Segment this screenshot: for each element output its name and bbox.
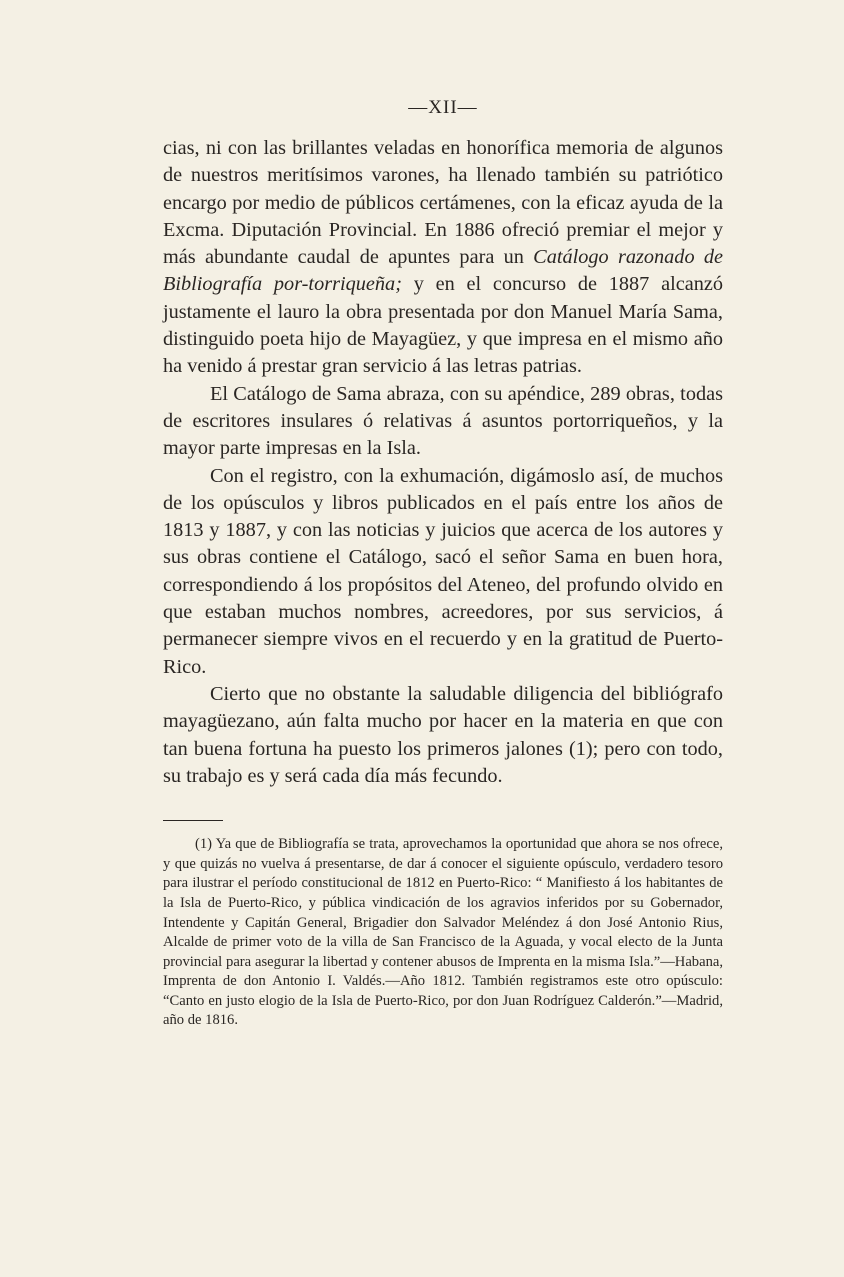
- footnote: [163, 835, 723, 1031]
- footnote-divider: [163, 820, 223, 821]
- catalog-title: Catálogo razonado de Bibliografía por-torriqueña;: [163, 246, 724, 296]
- paragraph-1-text-b: y en el concurso de 1887 alcanzó justamente el lauro la obra presentada por don Manuel María Sama, distinguido poeta hijo de Mayagüez, y que impresa en el mismo año ha venido á prestar gran servicio á las letras patrias.: [163, 273, 723, 378]
- page-number: —XII—: [408, 97, 478, 118]
- paragraph-1: [163, 135, 723, 381]
- paragraph-3: Con el registro, con la exhumación, digámoslo así, de muchos de los opúsculos y libros publicados en el país entre los años de 1813 y 1887, y con las noticias y juicios que acerca de los autores y sus obras contiene el Catálogo, sacó el señor Sama en buen hora, correspondiendo á los propósitos del Ateneo, del profundo olvido en que estaban muchos nombres, acreedores, por sus servicios, á permanecer siempre vivos en el recuerdo y en la gratitud de Puerto-Rico.: [163, 464, 723, 678]
- paragraph-1-text-a: cias, ni con las brillantes veladas en honorífica memoria de algunos de nuestros meritísimos varones, ha llenado también su patriótico encargo por medio de públicos certámenes, con la eficaz ayuda de la Excma. Diputación Provincial. En 1886 ofreció premiar el mejor y más abundante caudal de apuntes para un: [163, 137, 723, 269]
- footnote-text: (1) Ya que de Bibliografía se trata, aprovechamos la oportunidad que ahora se nos ofrece, y que quizás no vuelva á presentarse, de dar á conocer el siguiente opúsculo, verdadero tesoro para ilustrar el período constitucional de 1812 en Puerto-Rico: “ Manifiesto á los habitantes de la Isla de Puerto-Rico, y pública vindicación de los agravios inferidos por su Gobernador, Intendente y Capitán General, Brigadier don Salvador Meléndez á don José Antonio Rius, Alcalde de primer voto de la villa de San Francisco de la Aguada, y vocal electo de la Junta provincial para asegurar la libertad y contener abusos de Imprenta en la misma Isla.”—Habana, Imprenta de don Antonio I. Valdés.—Año 1812. También registramos este otro opúsculo: “Canto en justo elogio de la Isla de Puerto-Rico, por don Juan Rodríguez Calderón.”—Madrid, año de 1816.: [163, 836, 723, 1029]
- body-text: [163, 135, 723, 790]
- paragraph-4: Cierto que no obstante la saludable diligencia del bibliógrafo mayagüezano, aún falta mucho por hacer en la materia en que con tan buena fortuna ha puesto los primeros jalones (1); pero con todo, su trabajo es y será cada día más fecundo.: [163, 682, 723, 787]
- page: [163, 95, 723, 1031]
- paragraph-2: El Catálogo de Sama abraza, con su apéndice, 289 obras, todas de escritores insulares ó relativas á asuntos portorriqueños, y la mayor parte impresas en la Isla.: [163, 382, 723, 460]
